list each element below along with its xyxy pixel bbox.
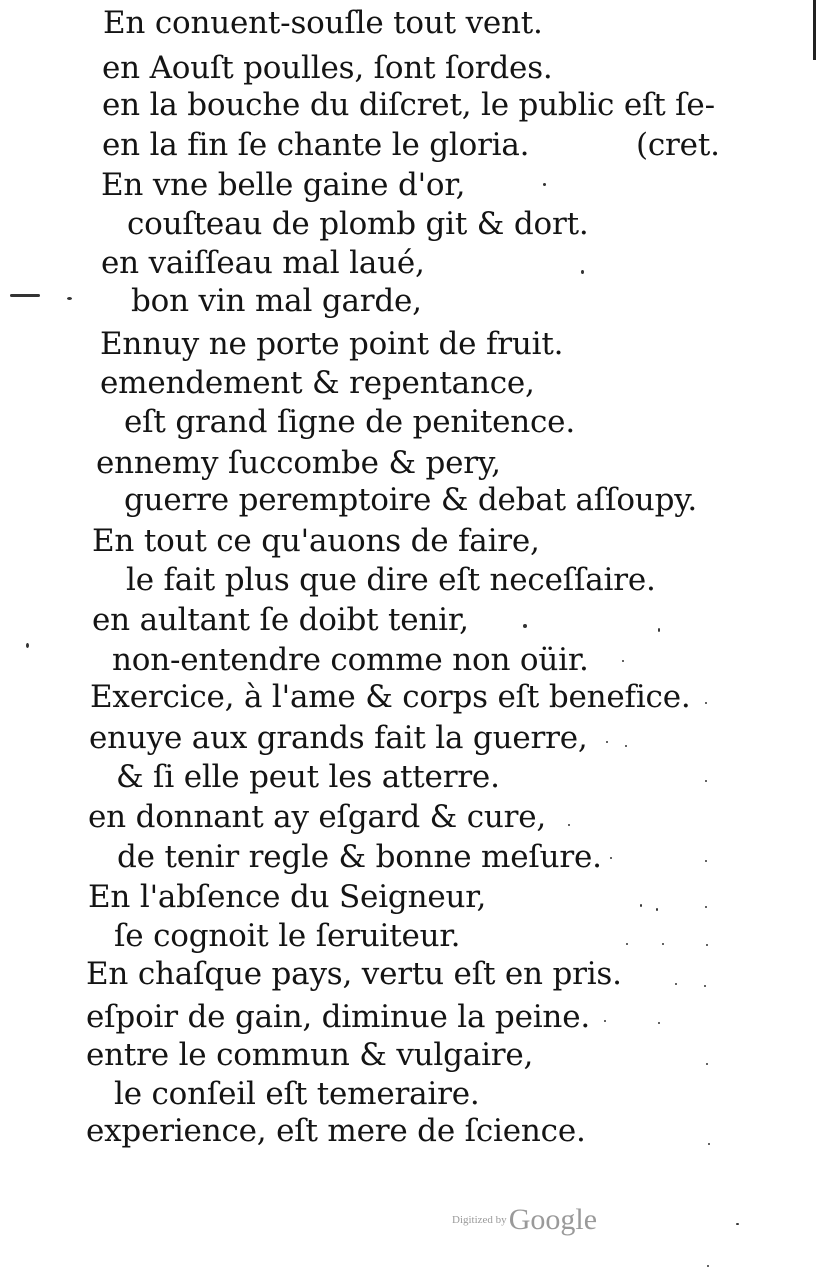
scan-speck (656, 908, 658, 911)
page-edge-shadow (813, 0, 816, 60)
text-line: guerre peremptoire & debat aſſoupy. (124, 482, 698, 518)
text-line: non-entendre comme non oüir. (112, 642, 589, 678)
scan-speck (705, 780, 707, 782)
scan-speck (626, 943, 628, 945)
text-line: en la fin ſe chante le gloria. (102, 127, 530, 163)
google-logo: Google (508, 1203, 598, 1236)
text-line: couſteau de plomb git & dort. (127, 206, 589, 242)
scan-speck (606, 741, 608, 743)
text-line: en vaiſſeau mal laué, (101, 245, 425, 281)
scan-speck (543, 183, 546, 186)
scan-speck (658, 1022, 660, 1024)
watermark-prefix: Digitized by (452, 1214, 507, 1226)
scan-speck (67, 297, 72, 300)
scan-speck (658, 628, 660, 632)
text-line-continuation: (cret. (636, 127, 720, 163)
scan-speck (675, 983, 677, 985)
text-line: eſpoir de gain, diminue la peine. (86, 999, 590, 1035)
scan-speck (622, 660, 624, 662)
scan-speck (708, 1143, 710, 1145)
scan-speck (736, 1223, 739, 1225)
scan-speck (604, 1020, 606, 1022)
scan-speck (523, 624, 527, 628)
text-line: ennemy ſuccombe & pery, (96, 445, 501, 481)
scan-speck (581, 270, 584, 274)
text-line: En tout ce qu'auons de faire, (92, 523, 540, 559)
text-line: En vne belle gaine d'or, (101, 167, 466, 203)
scan-speck (705, 702, 707, 704)
text-line: & ſi elle peut les atterre. (116, 759, 500, 795)
scan-speck (26, 643, 29, 648)
text-line: En chaſque pays, vertu eſt en pris. (86, 956, 622, 992)
text-line: experience, eſt mere de ſcience. (86, 1113, 586, 1149)
text-line: en Aouſt poulles, ſont ſordes. (102, 50, 553, 86)
scan-speck (704, 985, 706, 987)
text-line: le fait plus que dire eſt neceſſaire. (126, 562, 656, 598)
text-line: enuye aux grands fait la guerre, (89, 720, 588, 756)
digitization-watermark (452, 1203, 597, 1237)
text-line: de tenir regle & bonne meſure. (117, 839, 602, 875)
text-line: En conuent-souſle tout vent. (103, 5, 543, 41)
text-line: en aultant ſe doibt tenir, (92, 602, 469, 638)
scan-mark (10, 294, 40, 297)
text-line: en la bouche du diſcret, le public eſt ſe- (102, 87, 715, 123)
scan-speck (640, 904, 642, 907)
scan-speck (707, 1265, 709, 1267)
text-line: eſt grand ſigne de penitence. (124, 404, 575, 440)
scan-speck (625, 745, 627, 747)
text-line: le conſeil eſt temeraire. (114, 1076, 480, 1112)
text-line: en donnant ay eſgard & cure, (88, 799, 547, 835)
scan-speck (705, 860, 707, 862)
text-line: Ennuy ne porte point de fruit. (100, 326, 564, 362)
scan-speck (568, 824, 570, 826)
text-line: emendement & repentance, (100, 365, 535, 401)
scan-speck (706, 944, 708, 946)
text-line: En l'abſence du Seigneur, (88, 879, 487, 915)
text-line: bon vin mal garde, (131, 283, 422, 319)
scan-speck (662, 943, 664, 945)
text-line: ſe cognoit le ſeruiteur. (114, 918, 461, 954)
text-line: Exercice, à l'ame & corps eſt benefice. (90, 679, 691, 715)
scan-speck (705, 906, 707, 908)
scan-speck (706, 1063, 708, 1065)
text-line: entre le commun & vulgaire, (86, 1037, 534, 1073)
scan-speck (610, 857, 612, 859)
